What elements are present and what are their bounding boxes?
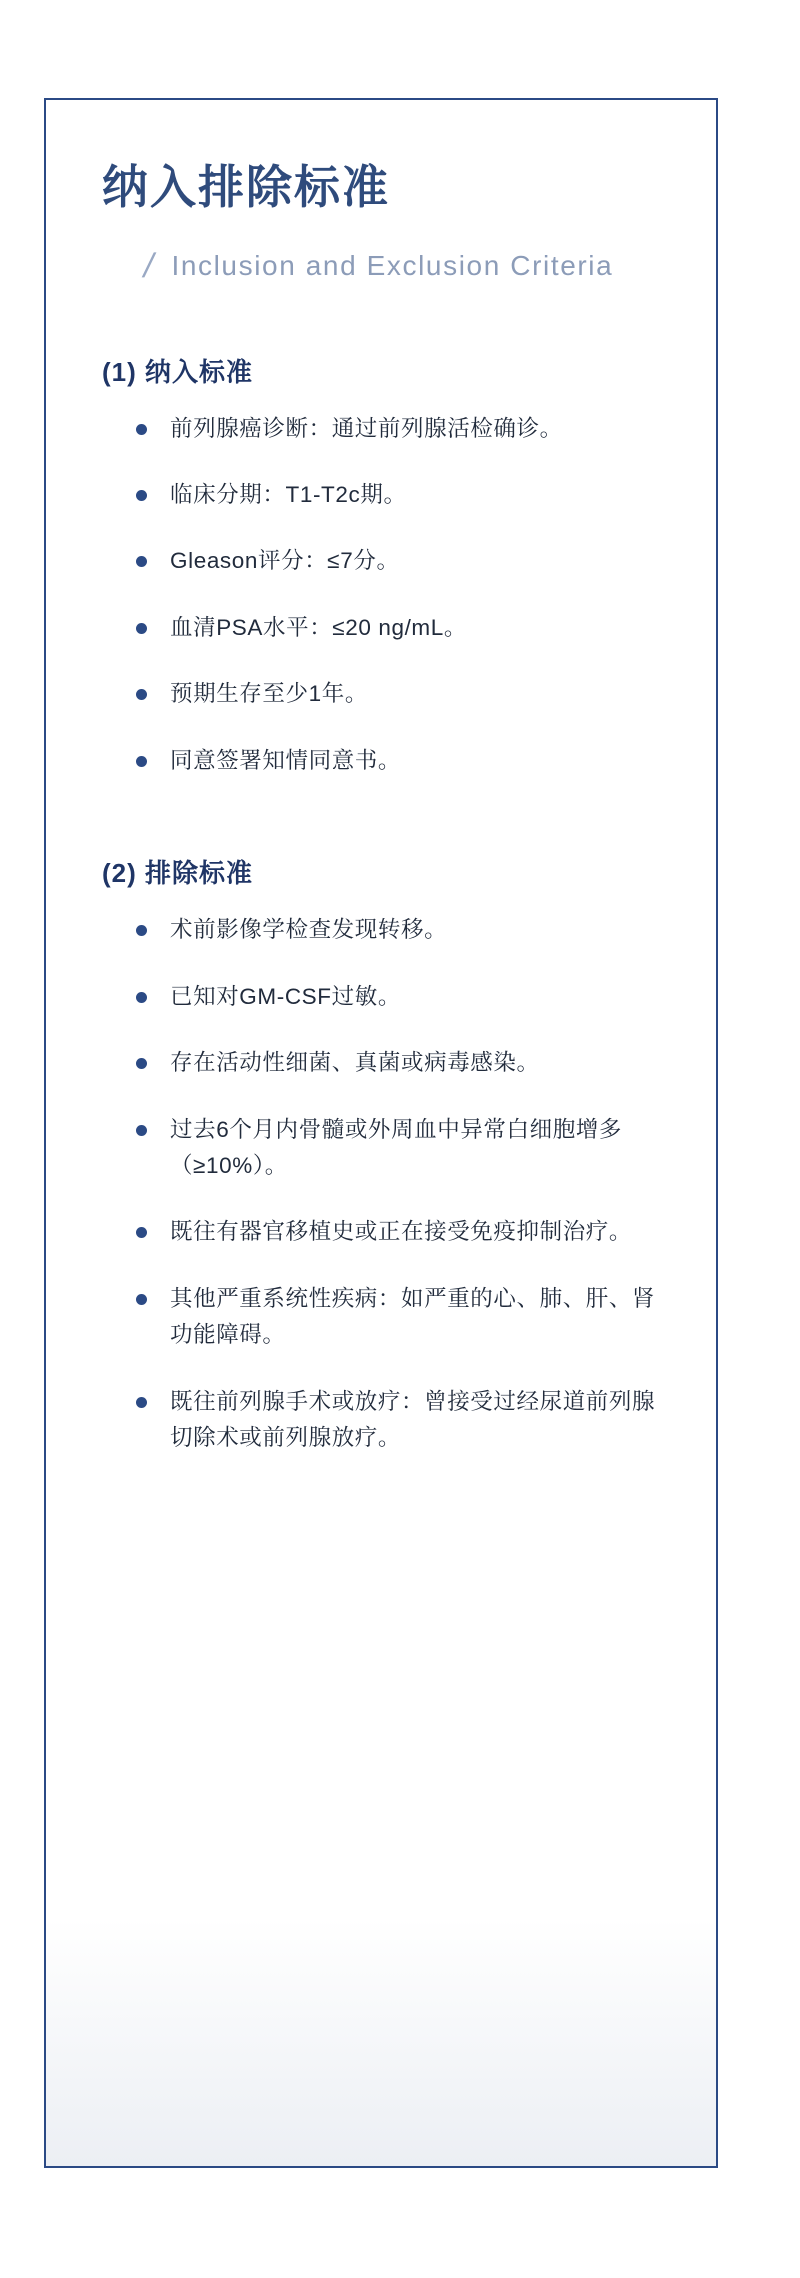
list-item-text: 同意签署知情同意书。 bbox=[170, 747, 402, 773]
inclusion-criteria-list bbox=[102, 411, 660, 780]
card-content bbox=[46, 100, 716, 1501]
list-item-text: 已知对GM-CSF过敏。 bbox=[170, 983, 401, 1009]
list-item-text: 前列腺癌诊断：通过前列腺活检确诊。 bbox=[170, 415, 563, 441]
list-item bbox=[136, 979, 660, 1015]
slash-divider-icon: / bbox=[140, 246, 158, 285]
bullet-dot-icon bbox=[136, 556, 147, 567]
list-item bbox=[136, 1045, 660, 1081]
bullet-dot-icon bbox=[136, 490, 147, 501]
section-inclusion bbox=[102, 352, 660, 780]
bullet-dot-icon bbox=[136, 1294, 147, 1305]
list-item bbox=[136, 610, 660, 646]
list-item-text: 其他严重系统性疾病：如严重的心、肺、肝、肾功能障碍。 bbox=[170, 1285, 656, 1348]
list-item-text: 预期生存至少1年。 bbox=[170, 681, 368, 707]
list-item-text: 既往前列腺手术或放疗：曾接受过经尿道前列腺切除术或前列腺放疗。 bbox=[170, 1388, 656, 1451]
section-heading-inclusion: (1) 纳入标准 bbox=[102, 356, 254, 387]
list-item-text: 术前影像学检查发现转移。 bbox=[170, 917, 448, 943]
list-item bbox=[136, 912, 660, 948]
list-item bbox=[136, 543, 660, 579]
subtitle-row bbox=[140, 246, 660, 286]
bullet-dot-icon bbox=[136, 623, 147, 634]
section-heading-exclusion: (2) 排除标准 bbox=[102, 858, 254, 889]
list-item-text: 血清PSA水平：≤20 ng/mL。 bbox=[170, 614, 467, 640]
list-item bbox=[136, 477, 660, 513]
bullet-dot-icon bbox=[136, 756, 147, 767]
list-item-text: 过去6个月内骨髓或外周血中异常白细胞增多（≥10%）。 bbox=[170, 1116, 623, 1178]
list-item bbox=[136, 1281, 660, 1354]
list-item bbox=[136, 1384, 660, 1457]
list-item bbox=[136, 676, 660, 712]
bullet-dot-icon bbox=[136, 1125, 147, 1136]
bullet-dot-icon bbox=[136, 1227, 147, 1238]
bullet-dot-icon bbox=[136, 689, 147, 700]
list-item bbox=[136, 411, 660, 447]
bullet-dot-icon bbox=[136, 992, 147, 1003]
list-item bbox=[136, 1214, 660, 1250]
page-subtitle-en: Inclusion and Exclusion Criteria bbox=[171, 250, 614, 282]
bullet-dot-icon bbox=[136, 1397, 147, 1408]
list-item bbox=[136, 743, 660, 779]
page-title: 纳入排除标准 bbox=[102, 161, 390, 213]
list-item bbox=[136, 1112, 660, 1185]
section-exclusion bbox=[102, 853, 660, 1456]
exclusion-criteria-list bbox=[102, 912, 660, 1456]
bullet-dot-icon bbox=[136, 424, 147, 435]
list-item-text: 既往有器官移植史或正在接受免疫抑制治疗。 bbox=[170, 1219, 633, 1245]
bullet-dot-icon bbox=[136, 925, 147, 936]
criteria-card bbox=[44, 98, 718, 2168]
bullet-dot-icon bbox=[136, 1058, 147, 1069]
list-item-text: 存在活动性细菌、真菌或病毒感染。 bbox=[170, 1050, 540, 1076]
list-item-text: 临床分期：T1-T2c期。 bbox=[170, 482, 407, 508]
list-item-text: Gleason评分：≤7分。 bbox=[170, 548, 400, 574]
